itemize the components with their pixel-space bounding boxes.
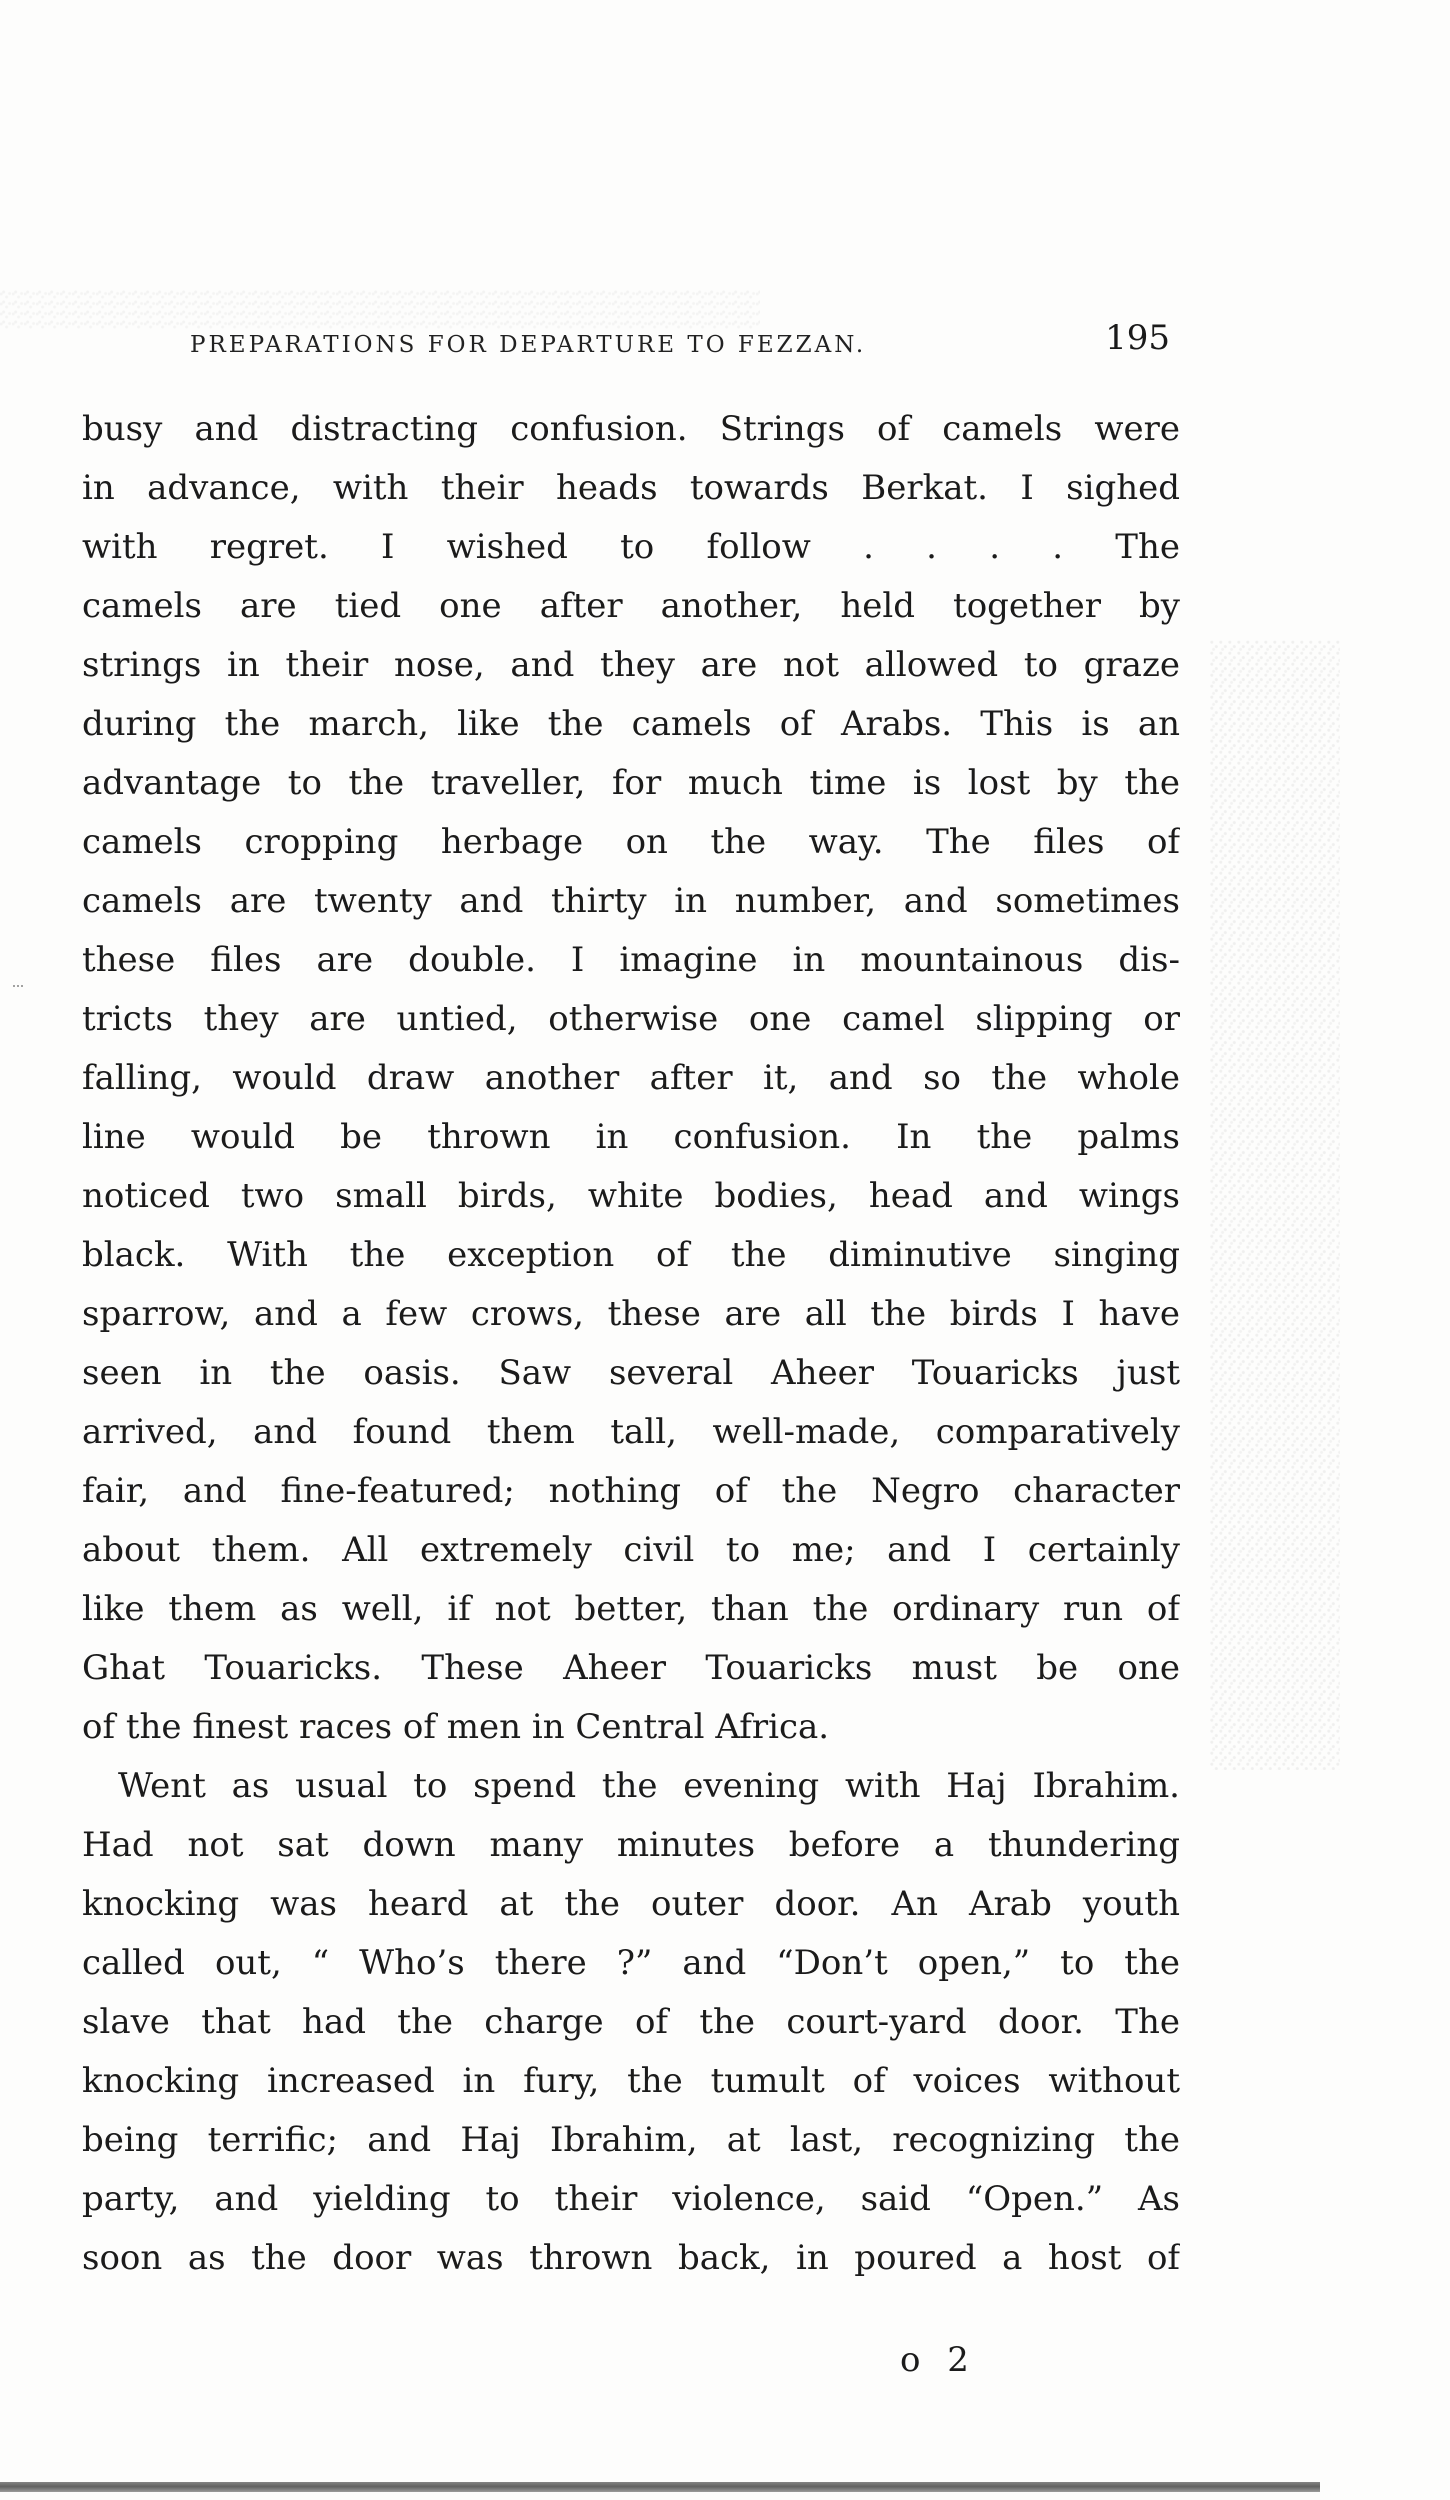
body-line: tricts they are untied, otherwise one camel slipping or xyxy=(82,999,1180,1039)
body-line: in advance, with their heads towards Berkat. I sighed xyxy=(82,468,1180,508)
margin-mark xyxy=(13,985,23,993)
body-line: these files are double. I imagine in mountainous dis- xyxy=(82,940,1180,980)
scan-bleed-through xyxy=(1210,640,1340,1770)
body-line: arrived, and found them tall, well-made, comparatively xyxy=(82,1412,1180,1452)
body-line: soon as the door was thrown back, in poured a host of xyxy=(82,2238,1180,2278)
body-line: slave that had the charge of the court-yard door. The xyxy=(82,2002,1180,2042)
body-line: knocking increased in fury, the tumult of voices without xyxy=(82,2061,1180,2101)
body-line: during the march, like the camels of Arabs. This is an xyxy=(82,704,1180,744)
body-line: about them. All extremely civil to me; and I certainly xyxy=(82,1530,1180,1570)
body-line: with regret. I wished to follow . . . . The xyxy=(82,527,1180,567)
body-line: camels cropping herbage on the way. The files of xyxy=(82,822,1180,862)
body-line: party, and yielding to their violence, said “Open.” As xyxy=(82,2179,1180,2219)
body-line: falling, would draw another after it, and so the whole xyxy=(82,1058,1180,1098)
body-line: black. With the exception of the diminutive singing xyxy=(82,1235,1180,1275)
body-line: seen in the oasis. Saw several Aheer Touaricks just xyxy=(82,1353,1180,1393)
body-line: camels are twenty and thirty in number, and sometimes xyxy=(82,881,1180,921)
body-line: called out, “ Who’s there ?” and “Don’t open,” to the xyxy=(82,1943,1180,1983)
body-line: sparrow, and a few crows, these are all the birds I have xyxy=(82,1294,1180,1334)
body-line: Ghat Touaricks. These Aheer Touaricks must be one xyxy=(82,1648,1180,1688)
body-line: noticed two small birds, white bodies, head and wings xyxy=(82,1176,1180,1216)
scan-bottom-edge xyxy=(0,2482,1320,2492)
body-line: knocking was heard at the outer door. An Arab youth xyxy=(82,1884,1180,1924)
page-number: 195 xyxy=(1105,318,1170,358)
body-line: strings in their nose, and they are not allowed to graze xyxy=(82,645,1180,685)
body-line: camels are tied one after another, held together by xyxy=(82,586,1180,626)
printer-signature: o 2 xyxy=(900,2340,977,2380)
body-line: Had not sat down many minutes before a thundering xyxy=(82,1825,1180,1865)
body-line-paragraph-end: of the finest races of men in Central Africa. xyxy=(82,1707,830,1747)
page-header xyxy=(190,318,1190,370)
body-line-paragraph-start: Went as usual to spend the evening with Haj Ibrahim. xyxy=(118,1766,1180,1806)
body-line: being terrific; and Haj Ibrahim, at last, recognizing the xyxy=(82,2120,1180,2160)
body-line: line would be thrown in confusion. In the palms xyxy=(82,1117,1180,1157)
running-head: PREPARATIONS FOR DEPARTURE TO FEZZAN. xyxy=(190,332,867,358)
body-line: advantage to the traveller, for much time is lost by the xyxy=(82,763,1180,803)
page-body-text xyxy=(82,400,1180,2288)
body-line: busy and distracting confusion. Strings of camels were xyxy=(82,409,1180,449)
body-line: fair, and fine-featured; nothing of the Negro character xyxy=(82,1471,1180,1511)
body-line: like them as well, if not better, than the ordinary run of xyxy=(82,1589,1180,1629)
